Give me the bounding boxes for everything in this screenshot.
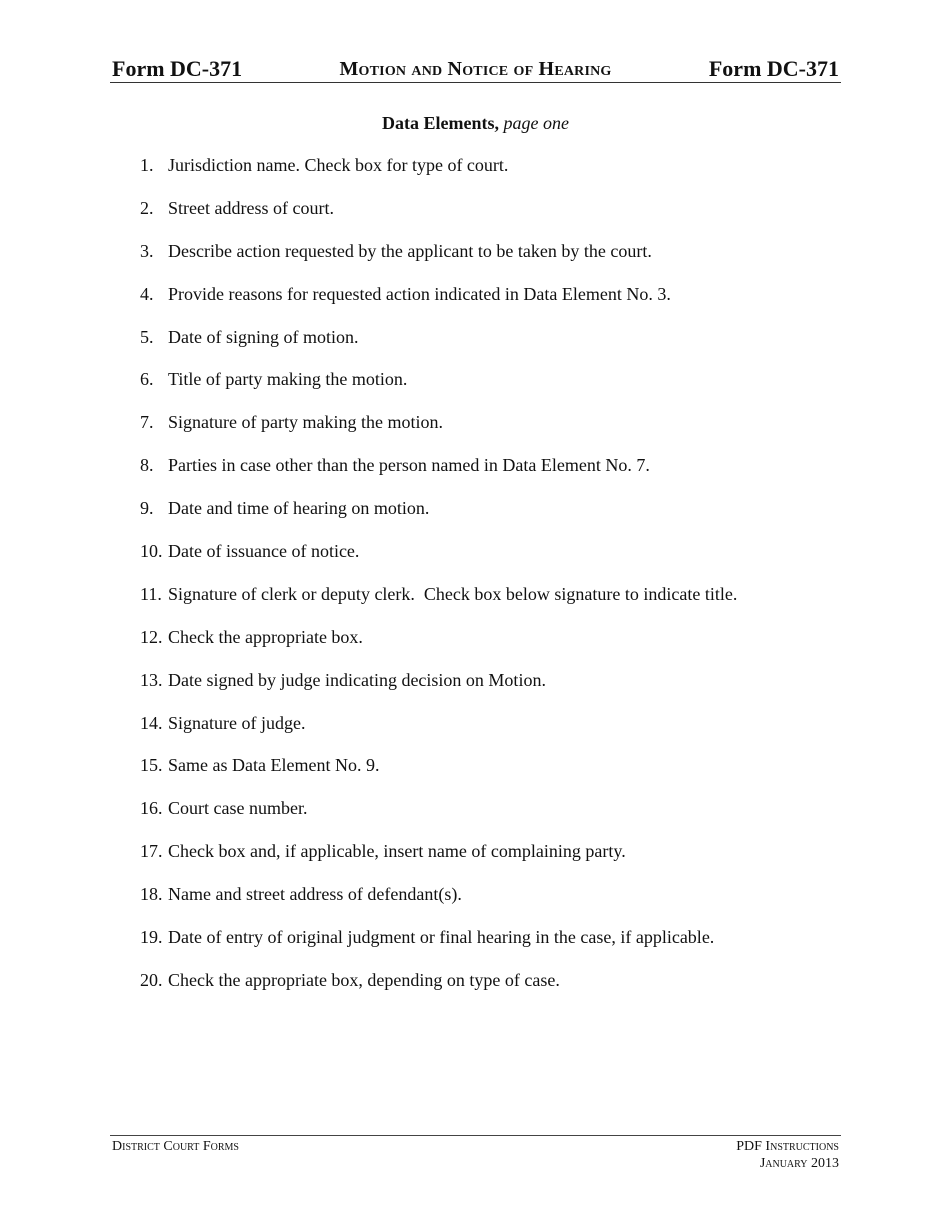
item-number: 10. (140, 541, 163, 562)
item-text: Parties in case other than the person named in Data Element No. 7. (168, 455, 650, 476)
item-number: 1. (140, 155, 154, 175)
list-item (140, 239, 840, 282)
footer-instructions-label: PDF Instructions (736, 1139, 839, 1154)
item-text: Signature of judge. (168, 712, 306, 733)
footer-left-text: District Court Forms (112, 1139, 239, 1154)
item-text: Date signed by judge indicating decision on Motion. (168, 669, 546, 690)
item-text: Signature of party making the motion. (168, 412, 443, 433)
footer-divider (110, 1135, 841, 1136)
item-text: Check box and, if applicable, insert name of complaining party. (168, 841, 626, 862)
list-item (140, 796, 840, 839)
item-number: 11. (140, 583, 162, 604)
item-number: 3. (140, 240, 154, 261)
item-number: 14. (140, 712, 163, 733)
item-text: Check the appropriate box. (168, 626, 363, 647)
list-item (140, 668, 840, 711)
section-title-bold: Data Elements, (382, 113, 499, 133)
footer-right-text (736, 1138, 839, 1172)
page-title: Motion and Notice of Hearing (339, 58, 612, 80)
item-number: 20. (140, 969, 163, 990)
item-text: Signature of clerk or deputy clerk. Check box below signature to indicate title. (168, 583, 738, 604)
list-item (140, 153, 840, 196)
item-number: 7. (140, 412, 154, 433)
list-item (140, 882, 840, 925)
list-item (140, 925, 840, 968)
list-item (140, 582, 840, 625)
data-elements-list (140, 153, 840, 1011)
item-number: 12. (140, 626, 163, 647)
item-text: Provide reasons for requested action indicated in Data Element No. 3. (168, 283, 671, 304)
item-text: Title of party making the motion. (168, 369, 408, 390)
item-text: Date of signing of motion. (168, 326, 359, 347)
item-text: Date and time of hearing on motion. (168, 498, 430, 519)
list-item (140, 367, 840, 410)
list-item (140, 410, 840, 453)
list-item (140, 839, 840, 882)
item-number: 13. (140, 669, 163, 690)
item-number: 2. (140, 197, 154, 218)
item-text: Date of issuance of notice. (168, 541, 360, 562)
list-item (140, 453, 840, 496)
section-title-italic: page one (503, 113, 569, 133)
item-text: Same as Data Element No. 9. (168, 755, 380, 776)
list-item (140, 282, 840, 325)
item-text: Describe action requested by the applicant to be taken by the court. (168, 240, 652, 261)
item-text: Jurisdiction name. Check box for type of court. (168, 155, 509, 175)
list-item (140, 196, 840, 239)
list-item (140, 539, 840, 582)
list-item (140, 625, 840, 668)
section-title (110, 112, 841, 134)
item-number: 17. (140, 841, 163, 862)
item-number: 9. (140, 498, 154, 519)
list-item (140, 325, 840, 368)
list-item (140, 753, 840, 796)
item-text: Court case number. (168, 798, 308, 819)
item-text: Name and street address of defendant(s). (168, 884, 462, 905)
form-number-left: Form DC-371 (112, 56, 243, 81)
item-text: Check the appropriate box, depending on type of case. (168, 969, 560, 990)
item-number: 19. (140, 927, 163, 948)
item-number: 6. (140, 369, 154, 390)
list-item (140, 711, 840, 754)
item-number: 16. (140, 798, 163, 819)
footer-date-label: January 2013 (759, 1156, 839, 1171)
list-item (140, 496, 840, 539)
list-item (140, 968, 840, 1011)
item-text: Street address of court. (168, 197, 334, 218)
item-number: 5. (140, 326, 154, 347)
form-number-right: Form DC-371 (708, 56, 839, 81)
item-number: 18. (140, 884, 163, 905)
item-text: Date of entry of original judgment or final hearing in the case, if applicable. (168, 927, 715, 948)
item-number: 4. (140, 283, 154, 304)
item-number: 15. (140, 755, 163, 776)
page-header (110, 56, 841, 83)
item-number: 8. (140, 455, 154, 476)
